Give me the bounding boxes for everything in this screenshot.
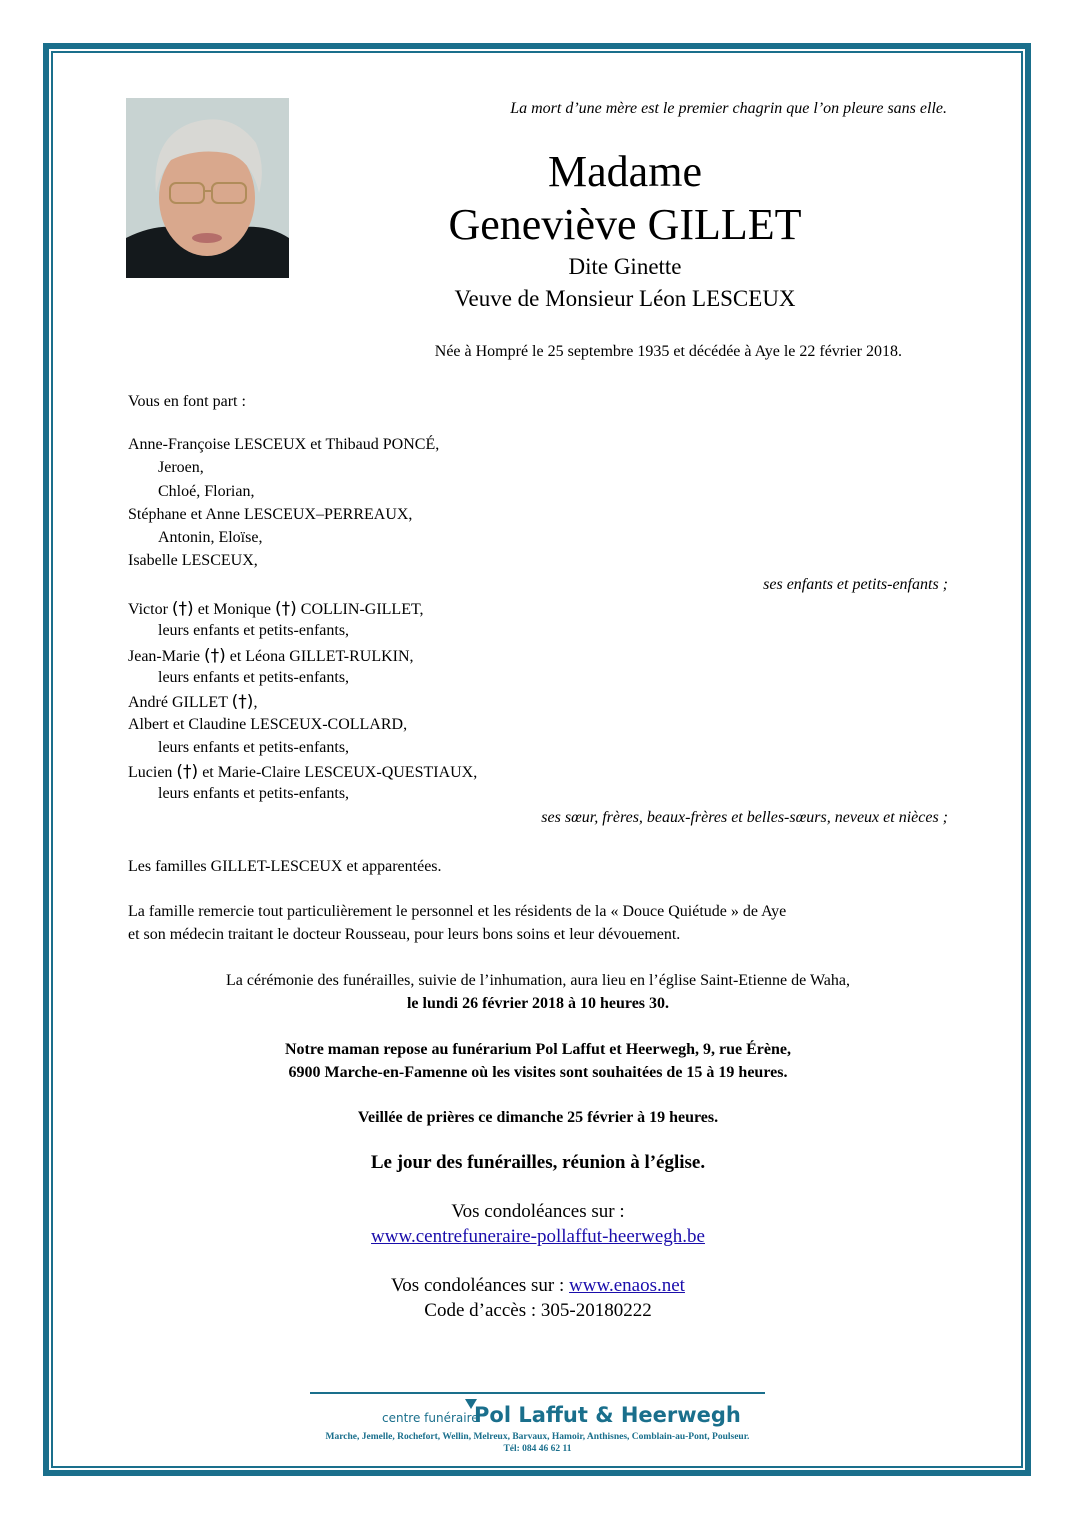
dagger-icon: (†) bbox=[275, 599, 297, 620]
family-line: Isabelle LESCEUX, bbox=[128, 552, 258, 570]
thanks-paragraph bbox=[128, 900, 958, 946]
thanks-line-2: et son médecin traitant le docteur Rousseau, pour leurs bons soins et leur dévouement. bbox=[128, 926, 681, 943]
ceremony-block bbox=[128, 969, 948, 1015]
family-line: Jeroen, bbox=[158, 459, 204, 477]
family-line bbox=[128, 646, 948, 669]
logo-prefix: centre funéraire bbox=[382, 1411, 479, 1425]
condolences-link-enaos[interactable]: www.enaos.net bbox=[569, 1275, 685, 1296]
title-honorific: Madame bbox=[548, 147, 702, 196]
family-line: Antonin, Eloïse, bbox=[158, 529, 263, 547]
family-line: Albert et Claudine LESCEUX-COLLARD, bbox=[128, 715, 408, 733]
logo-name: Pol Laffut & Heerwegh bbox=[474, 1403, 741, 1427]
text: et Marie-Claire LESCEUX-QUESTIAUX, bbox=[198, 764, 478, 782]
meeting-line: Le jour des funérailles, réunion à l’église. bbox=[370, 1152, 706, 1173]
widow-of: Veuve de Monsieur Léon LESCEUX bbox=[454, 286, 796, 311]
families-line: Les familles GILLET-LESCEUX et apparentées. bbox=[128, 858, 442, 875]
family-list bbox=[128, 436, 948, 832]
deceased-name: Geneviève GILLET bbox=[448, 200, 802, 249]
text: Jean-Marie bbox=[128, 647, 204, 665]
family-line: leurs enfants et petits-enfants, bbox=[158, 668, 350, 686]
epigraph-quote: La mort d’une mère est le premier chagrin que l’on pleure sans elle. bbox=[510, 100, 947, 117]
dagger-icon: (†) bbox=[171, 599, 194, 620]
group-label-children: ses enfants et petits-enfants ; bbox=[763, 575, 948, 593]
rest-block bbox=[128, 1038, 948, 1084]
text: Lucien bbox=[128, 764, 177, 782]
nickname: Dite Ginette bbox=[568, 254, 682, 279]
text: COLLIN-GILLET, bbox=[296, 601, 424, 619]
text: André GILLET bbox=[128, 694, 232, 712]
condolences-block-2 bbox=[128, 1273, 948, 1323]
footer-phone: Tél: 084 46 62 11 bbox=[503, 1444, 572, 1454]
family-line bbox=[128, 599, 948, 622]
family-line bbox=[128, 692, 948, 715]
ceremony-line-1: La cérémonie des funérailles, suivie de l’inhumation, aura lieu en l’église Saint-Etienne de Waha, bbox=[226, 972, 850, 989]
portrait-photo bbox=[126, 98, 289, 278]
ceremony-date: le lundi 26 février 2018 à 10 heures 30. bbox=[406, 995, 670, 1012]
footer-towns: Marche, Jemelle, Rochefort, Wellin, Melreux, Barvaux, Hamoir, Anthisnes, Comblain-au-Pont, Poulseur. bbox=[325, 1432, 750, 1442]
dagger-icon: (†) bbox=[203, 645, 226, 666]
family-line: leurs enfants et petits-enfants, bbox=[158, 622, 350, 640]
announce-label: Vous en font part : bbox=[128, 393, 246, 410]
family-line: Stéphane et Anne LESCEUX–PERREAUX, bbox=[128, 505, 413, 523]
rest-line-1: Notre maman repose au funérarium Pol Laffut et Heerwegh, 9, rue Érène, bbox=[285, 1041, 791, 1058]
family-line bbox=[128, 762, 948, 785]
family-line: leurs enfants et petits-enfants, bbox=[158, 785, 350, 803]
text: et Monique bbox=[193, 601, 276, 619]
family-line: Anne-Françoise LESCEUX et Thibaud PONCÉ, bbox=[128, 436, 440, 453]
dagger-icon: (†) bbox=[231, 692, 254, 713]
text: Victor bbox=[128, 601, 172, 619]
group-label-siblings: ses sœur, frères, beaux-frères et belles-sœurs, neveux et nièces ; bbox=[541, 808, 948, 826]
condolences-link-funeral-center[interactable]: www.centrefuneraire-pollaffut-heerwegh.be bbox=[371, 1226, 705, 1247]
thanks-line-1: La famille remercie tout particulièrement le personnel et les résidents de la « Douce Quiétude » de Aye bbox=[128, 903, 787, 920]
rest-line-2: 6900 Marche-en-Famenne où les visites sont souhaitées de 15 à 19 heures. bbox=[288, 1064, 788, 1081]
family-line: leurs enfants et petits-enfants, bbox=[158, 738, 350, 756]
birth-death-line: Née à Hompré le 25 septembre 1935 et décédée à Aye le 22 février 2018. bbox=[434, 343, 902, 360]
text: et Léona GILLET-RULKIN, bbox=[225, 647, 414, 665]
condolences-block-1 bbox=[128, 1199, 948, 1249]
condolences-label-2: Vos condoléances sur : bbox=[391, 1275, 570, 1296]
footer-divider bbox=[310, 1392, 765, 1394]
dagger-icon: (†) bbox=[176, 762, 199, 783]
access-code: Code d’accès : 305-20180222 bbox=[424, 1300, 652, 1321]
condolences-label-1: Vos condoléances sur : bbox=[451, 1201, 625, 1222]
family-line: Chloé, Florian, bbox=[158, 482, 255, 500]
text: , bbox=[253, 694, 258, 712]
vigil-line: Veillée de prières ce dimanche 25 février à 19 heures. bbox=[357, 1109, 719, 1126]
